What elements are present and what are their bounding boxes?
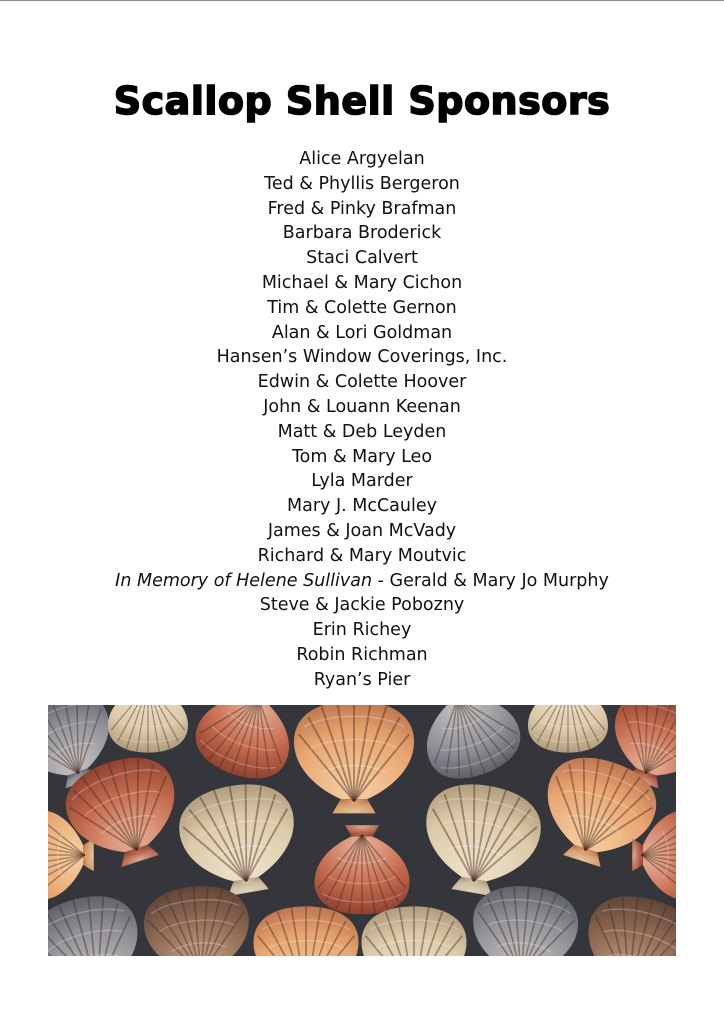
scallop-shells-photo — [48, 705, 676, 956]
list-item: Michael & Mary Cichon — [261, 272, 463, 293]
sponsor-name: Gerald & Mary Jo Murphy — [389, 570, 609, 591]
list-item: Lyla Marder — [311, 471, 413, 492]
separator: - — [372, 570, 390, 591]
sponsor-list — [0, 147, 724, 693]
list-item: James & Joan McVady — [267, 520, 457, 541]
list-item: Mary J. McCauley — [287, 496, 437, 517]
list-item: John & Louann Keenan — [263, 396, 461, 417]
list-item: Ryan’s Pier — [313, 669, 411, 690]
memorial-list-item — [0, 569, 724, 594]
list-item: Erin Richey — [312, 620, 412, 641]
page-title: Scallop Shell Sponsors — [113, 79, 611, 123]
list-item: Alan & Lori Goldman — [271, 322, 453, 343]
memorial-note: In Memory of Helene Sullivan — [115, 570, 373, 591]
list-item: Alice Argyelan — [299, 149, 425, 169]
list-item: Fred & Pinky Brafman — [267, 198, 457, 219]
list-item: Staci Calvert — [306, 248, 418, 269]
list-item: Matt & Deb Leyden — [277, 421, 447, 442]
list-item: Richard & Mary Moutvic — [257, 545, 467, 566]
list-item: Barbara Broderick — [282, 223, 442, 244]
list-item: Tim & Colette Gernon — [267, 297, 457, 318]
list-item: Steve & Jackie Pobozny — [259, 595, 465, 616]
list-item: Edwin & Colette Hoover — [257, 372, 467, 393]
list-item: Tom & Mary Leo — [291, 446, 433, 467]
top-rule — [0, 0, 724, 1]
list-item: Robin Richman — [296, 644, 428, 665]
list-item: Ted & Phyllis Bergeron — [264, 173, 460, 194]
list-item: Hansen’s Window Coverings, Inc. — [216, 347, 508, 368]
scallop-shells-illustration — [48, 705, 676, 956]
